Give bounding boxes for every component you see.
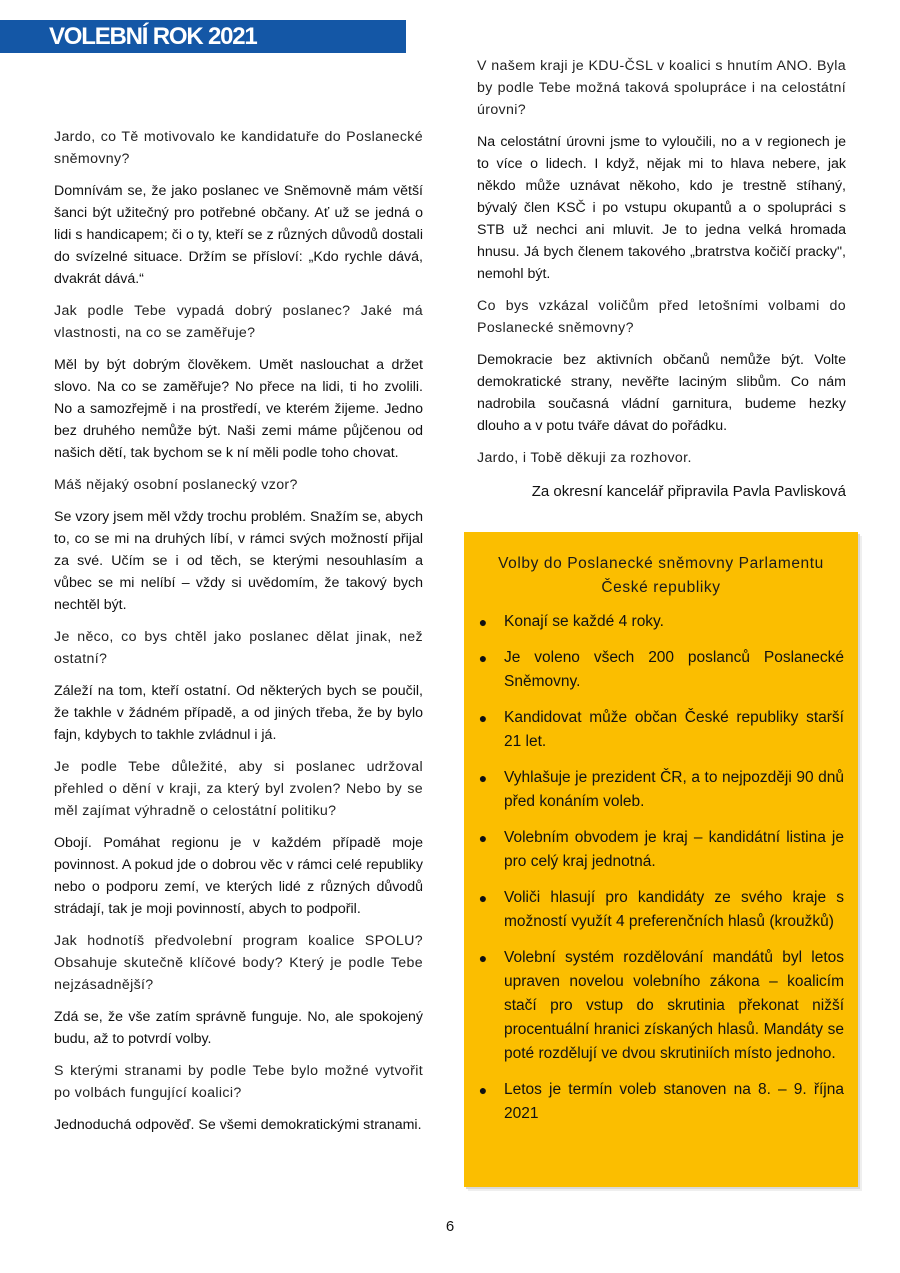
election-info-box <box>464 532 858 1187</box>
list-item-text: Konají se každé 4 roky. <box>504 613 664 630</box>
question: Jak hodnotíš předvolební program koalice SPOLU? Obsahuje skutečně klíčové body? Který je podle Tebe nejzásadnější? <box>54 933 423 993</box>
answer: Měl by být dobrým člověkem. Umět naslouchat a držet slovo. Na co se zaměřuje? No přece na lidi, ti ho zvolili. No a samozřejmě i na prostředí, ve kterém žijeme. Jedno bez druhého nemůže být. Naši zemi máme půjčenou od našich dětí, tak bychom se k ní měli podle toho chovat. <box>54 357 423 461</box>
list-item <box>478 766 844 814</box>
answer: Záleží na tom, kteří ostatní. Od některých bych se poučil, že takhle v žádném případě, a od jiných třeba, že by bylo fajn, kdybych to takhle zvládnul i já. <box>54 683 423 743</box>
interview-column-left <box>54 126 423 1146</box>
info-box-list <box>478 610 844 1126</box>
question: Je něco, co bys chtěl jako poslanec dělat jinak, než ostatní? <box>54 629 423 667</box>
bullet-icon: ● <box>478 770 488 786</box>
bullet-icon: ● <box>478 950 488 966</box>
question: S kterými stranami by podle Tebe bylo možné vytvořit po volbách fungující koalici? <box>54 1063 423 1101</box>
list-item-text: Volební systém rozdělování mandátů byl letos upraven novelou volebního zákona – koalicím stačí pro vstup do skrutinia překonat nižší procentuální hranici získaných hlasů. Mandáty se poté rozdělují ve dvou skrutiniích místo jednoho. <box>504 949 844 1062</box>
list-item-text: Je voleno všech 200 poslanců Poslanecké Sněmovny. <box>504 649 844 690</box>
bullet-icon: ● <box>478 650 488 666</box>
list-item <box>478 706 844 754</box>
answer: Na celostátní úrovni jsme to vyloučili, no a v regionech je to více o lidech. I když, nějak mi to hlava nebere, jak někdo může uznávat někoho, kdo je trestně stíhaný, bývalý člen KSČ i po vstupu okupantů a o spolupráci s STB už nechci ani mluvit. Je to jedna velká hromada hnusu. Já bych členem takového „bratrstva kočičí pracky", nemohl být. <box>477 134 846 282</box>
answer: Zdá se, že vše zatím správně funguje. No, ale spokojený budu, až to potvrdí volby. <box>54 1009 423 1047</box>
answer: Jednoduchá odpověď. Se všemi demokratickými stranami. <box>54 1117 422 1133</box>
bullet-icon: ● <box>478 710 488 726</box>
bullet-icon: ● <box>478 890 488 906</box>
list-item <box>478 886 844 934</box>
list-item <box>478 946 844 1066</box>
question: Je podle Tebe důležité, aby si poslanec udržoval přehled o dění v kraji, za který byl zvolen? Nebo by se měl zajímat výhradně o celostátní politiku? <box>54 759 423 819</box>
answer: Domnívám se, že jako poslanec ve Sněmovně mám větší šanci být užitečný pro potřebné občany. Ať už se jedná o lidi s handicapem; či o ty, kteří se z různých důvodů dostali do svízelné situace. Držím se přísloví: „Kdo rychle dává, dvakrát dává.“ <box>54 183 423 287</box>
question: Co bys vzkázal voličům před letošními volbami do Poslanecké sněmovny? <box>477 298 846 336</box>
list-item <box>478 610 844 634</box>
bullet-icon: ● <box>478 1082 488 1098</box>
info-box-title-line-1: Volby do Poslanecké sněmovny Parlamentu <box>498 555 824 572</box>
page-title: VOLEBNÍ ROK 2021 <box>49 23 257 50</box>
answer: Demokracie bez aktivních občanů nemůže být. Volte demokratické strany, nevěřte laciným slibům. Co nám nadrobila současná vládní garnitura, budeme hezky dlouho a v potu tváře dávat do pořádku. <box>477 352 846 434</box>
list-item <box>478 1078 844 1126</box>
page-number: 6 <box>445 1218 455 1235</box>
list-item-text: Letos je termín voleb stanoven na 8. – 9. října 2021 <box>504 1081 844 1122</box>
answer: Se vzory jsem měl vždy trochu problém. Snažím se, abych to, co se mi na druhých líbí, v rámci svých možností přijal za své. Učím se i od těch, se kterými nesouhlasím a vůbec se mi nelíbí – vždy si uvědomím, že takový bych nechtěl být. <box>54 509 423 613</box>
question: Jak podle Tebe vypadá dobrý poslanec? Jaké má vlastnosti, na co se zaměřuje? <box>54 303 423 341</box>
info-box-title-line-2: České republiky <box>601 579 721 596</box>
bullet-icon: ● <box>478 830 488 846</box>
question: V našem kraji je KDU-ČSL v koalici s hnutím ANO. Byla by podle Tebe možná taková spolupráce i na celostátní úrovni? <box>477 58 846 118</box>
author-credit: Za okresní kancelář připravila Pavla Pavlisková <box>531 483 846 500</box>
list-item <box>478 826 844 874</box>
list-item-text: Voliči hlasují pro kandidáty ze svého kraje s možností využít 4 preferenčních hlasů (kroužků) <box>504 889 844 930</box>
list-item-text: Vyhlašuje je prezident ČR, a to nejpozději 90 dnů před konáním voleb. <box>504 769 844 810</box>
question: Jardo, co Tě motivovalo ke kandidatuře do Poslanecké sněmovny? <box>54 129 423 167</box>
closing-line: Jardo, i Tobě děkuji za rozhovor. <box>477 450 692 466</box>
interview-column-right <box>477 55 846 503</box>
header-bar <box>0 20 406 53</box>
answer: Obojí. Pomáhat regionu je v každém případě moje povinnost. A pokud jde o dobrou věc v rámci celé republiky nebo o podporu zemí, ve kterých lidé z různých důvodů strádají, tak je moji povinností, abych to podpořil. <box>54 835 423 917</box>
question: Máš nějaký osobní poslanecký vzor? <box>54 477 298 493</box>
info-box-title <box>478 552 844 600</box>
list-item-text: Kandidovat může občan České republiky starší 21 let. <box>504 709 844 750</box>
list-item <box>478 646 844 694</box>
list-item-text: Volebním obvodem je kraj – kandidátní listina je pro celý kraj jednotná. <box>504 829 844 870</box>
bullet-icon: ● <box>478 614 488 630</box>
